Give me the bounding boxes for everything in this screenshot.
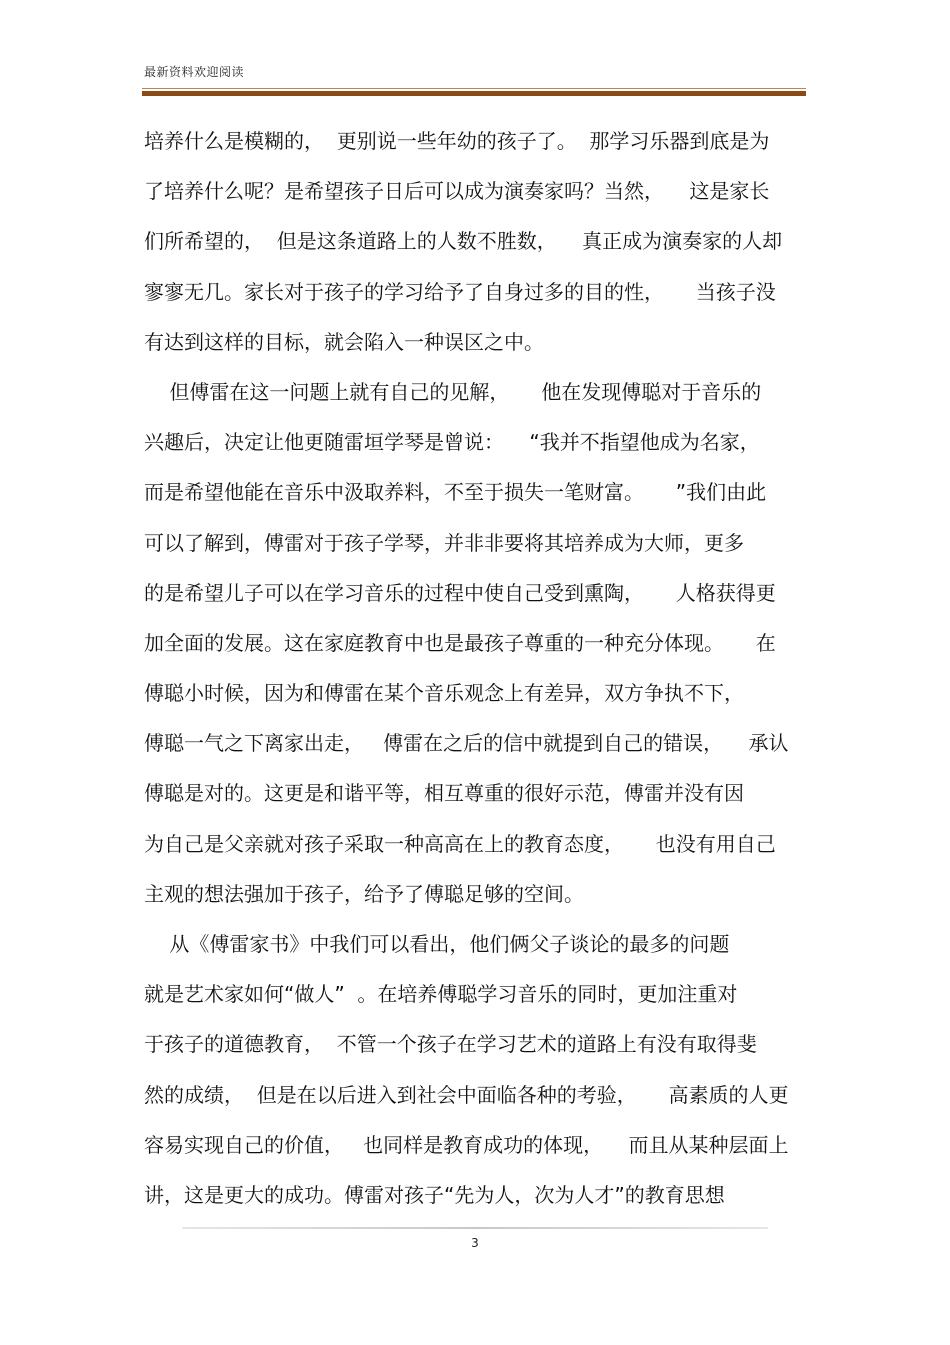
page-number: 3 [471, 1236, 479, 1250]
text-line: 寥寥无几。家长对于孩子的学习给予了自身过多的目的性， 当孩子没 [144, 279, 776, 304]
text-line: 傅聪小时候，因为和傅雷在某个音乐观念上有差异，双方争执不下， [144, 681, 744, 706]
text-line: 加全面的发展。这在家庭教育中也是最孩子尊重的一种充分体现。 在 [144, 630, 776, 655]
header-text: 最新资料欢迎阅读 [144, 65, 245, 79]
text-line: 讲，这是更大的成功。傅雷对孩子“先为人，次为人才”的教育思想 [144, 1182, 725, 1207]
header-rule-thick [142, 91, 806, 96]
text-line: 可以了解到，傅雷对于孩子学琴，并非非要将其培养成为大师，更多 [144, 530, 744, 555]
text-line: 主观的想法强加于孩子，给予了傅聪足够的空间。 [144, 881, 584, 906]
text-line: 而是希望他能在音乐中汲取养料，不至于损失一笔财富。 ”我们由此 [144, 480, 767, 505]
text-line: 了培养什么呢？是希望孩子日后可以成为演奏家吗？当然， 这是家长 [144, 179, 770, 204]
text-line: 有达到这样的目标，就会陷入一种误区之中。 [144, 329, 544, 354]
text-line: 但傅雷在这一问题上就有自己的见解， 他在发现傅聪对于音乐的 [144, 379, 762, 404]
text-line: 傅聪是对的。这更是和谐平等，相互尊重的很好示范，傅雷并没有因 [144, 781, 744, 806]
text-line: 于孩子的道德教育， 不管一个孩子在学习艺术的道路上有没有取得斐 [144, 1032, 757, 1057]
text-line: 兴趣后，决定让他更随雷垣学琴是曾说： “我并不指望他成为名家， [144, 430, 760, 455]
text-line: 们所希望的， 但是这条道路上的人数不胜数， 真正成为演奏家的人却 [144, 229, 783, 254]
text-line: 的是希望儿子可以在学习音乐的过程中使自己受到熏陶， 人格获得更 [144, 580, 776, 605]
text-line: 然的成绩， 但是在以后进入到社会中面临各种的考验， 高素质的人更 [144, 1082, 789, 1107]
text-line: 就是艺术家如何“做人” 。在培养傅聪学习音乐的同时，更加注重对 [144, 982, 738, 1007]
text-line: 为自己是父亲就对孩子采取一种高高在上的教育态度， 也没有用自己 [144, 831, 776, 856]
text-line: 培养什么是模糊的， 更别说一些年幼的孩子了。 那学习乐器到底是为 [144, 129, 770, 153]
text-line: 容易实现自己的价值， 也同样是教育成功的体现， 而且从某种层面上 [144, 1132, 789, 1157]
text-line: 傅聪一气之下离家出走， 傅雷在之后的信中就提到自己的错误， 承认 [144, 731, 789, 756]
text-line: 从《傅雷家书》中我们可以看出，他们俩父子谈论的最多的问题 [144, 932, 730, 956]
footer-rule [182, 1227, 768, 1229]
body-text [144, 124, 810, 1228]
header-rule-thin [142, 88, 806, 89]
